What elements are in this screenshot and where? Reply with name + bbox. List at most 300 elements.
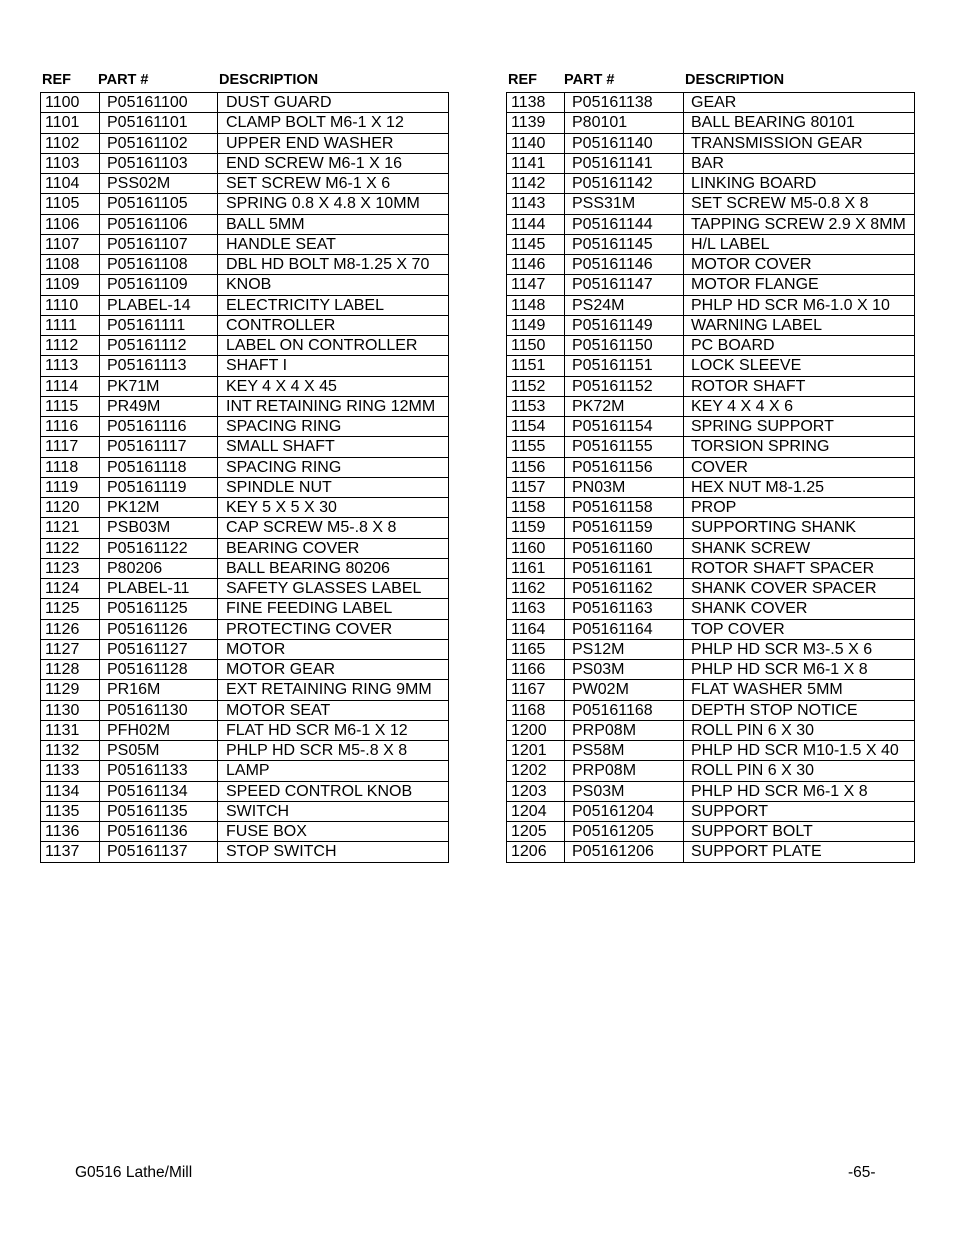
description-cell: KEY 5 X 5 X 30	[218, 498, 449, 518]
table-row	[507, 214, 915, 234]
part-number-cell: P05161112	[100, 336, 218, 356]
part-number-cell: P05161164	[565, 619, 684, 639]
table-row	[41, 538, 449, 558]
part-number-cell: P05161155	[565, 437, 684, 457]
ref-cell: 1107	[41, 234, 100, 254]
part-number-cell: P05161205	[565, 822, 684, 842]
table-row	[41, 842, 449, 862]
ref-cell: 1114	[41, 376, 100, 396]
table-row	[507, 781, 915, 801]
table-row	[41, 234, 449, 254]
table-row	[507, 437, 915, 457]
table-row	[41, 396, 449, 416]
ref-cell: 1203	[507, 781, 565, 801]
ref-cell: 1146	[507, 255, 565, 275]
description-cell: SET SCREW M5-0.8 X 8	[684, 194, 915, 214]
table-row	[507, 194, 915, 214]
description-cell: SUPPORT	[684, 801, 915, 821]
ref-cell: 1119	[41, 477, 100, 497]
description-cell: TOP COVER	[684, 619, 915, 639]
ref-cell: 1105	[41, 194, 100, 214]
part-number-cell: P05161100	[100, 93, 218, 113]
ref-cell: 1124	[41, 579, 100, 599]
part-number-cell: P05161135	[100, 801, 218, 821]
ref-cell: 1132	[41, 741, 100, 761]
description-cell: SPACING RING	[218, 417, 449, 437]
ref-cell: 1115	[41, 396, 100, 416]
table-row	[507, 255, 915, 275]
ref-cell: 1163	[507, 599, 565, 619]
description-cell: DEPTH STOP NOTICE	[684, 700, 915, 720]
description-cell: PHLP HD SCR M6-1 X 8	[684, 660, 915, 680]
ref-cell: 1142	[507, 174, 565, 194]
description-cell: MOTOR GEAR	[218, 660, 449, 680]
table-row	[507, 761, 915, 781]
description-cell: MOTOR	[218, 639, 449, 659]
table-row	[507, 477, 915, 497]
table-row	[507, 538, 915, 558]
table-row	[507, 599, 915, 619]
description-cell: ROTOR SHAFT	[684, 376, 915, 396]
part-column-header: PART #	[564, 72, 615, 88]
ref-cell: 1165	[507, 639, 565, 659]
part-number-cell: P05161103	[100, 153, 218, 173]
table-row	[41, 113, 449, 133]
table-row	[507, 660, 915, 680]
description-cell: PROP	[684, 498, 915, 518]
table-row	[41, 417, 449, 437]
description-column-header: DESCRIPTION	[685, 72, 785, 88]
part-number-cell: P05161130	[100, 700, 218, 720]
description-cell: MOTOR FLANGE	[684, 275, 915, 295]
part-number-cell: P05161150	[565, 336, 684, 356]
table-row	[41, 720, 449, 740]
table-row	[41, 214, 449, 234]
table-row	[41, 579, 449, 599]
ref-cell: 1103	[41, 153, 100, 173]
ref-cell: 1127	[41, 639, 100, 659]
table-row	[41, 376, 449, 396]
ref-cell: 1133	[41, 761, 100, 781]
part-number-cell: P05161127	[100, 639, 218, 659]
part-number-cell: P05161118	[100, 457, 218, 477]
part-number-cell: P05161206	[565, 842, 684, 862]
table-row	[507, 720, 915, 740]
part-number-cell: P05161105	[100, 194, 218, 214]
ref-cell: 1159	[507, 518, 565, 538]
part-number-cell: P05161134	[100, 781, 218, 801]
ref-cell: 1102	[41, 133, 100, 153]
description-cell: SMALL SHAFT	[218, 437, 449, 457]
ref-cell: 1121	[41, 518, 100, 538]
part-number-cell: P80206	[100, 558, 218, 578]
part-number-cell: PRP08M	[565, 720, 684, 740]
description-cell: BALL 5MM	[218, 214, 449, 234]
ref-cell: 1117	[41, 437, 100, 457]
table-row	[507, 174, 915, 194]
ref-cell: 1130	[41, 700, 100, 720]
ref-cell: 1145	[507, 234, 565, 254]
description-cell: MOTOR COVER	[684, 255, 915, 275]
description-cell: PHLP HD SCR M10-1.5 X 40	[684, 741, 915, 761]
ref-cell: 1137	[41, 842, 100, 862]
ref-cell: 1153	[507, 396, 565, 416]
table-row	[41, 356, 449, 376]
description-cell: SUPPORTING SHANK	[684, 518, 915, 538]
part-number-cell: P05161128	[100, 660, 218, 680]
table-row	[41, 437, 449, 457]
description-cell: HANDLE SEAT	[218, 234, 449, 254]
table-row	[41, 619, 449, 639]
description-cell: FLAT HD SCR M6-1 X 12	[218, 720, 449, 740]
part-number-cell: PLABEL-14	[100, 295, 218, 315]
table-row	[507, 396, 915, 416]
part-number-cell: PSB03M	[100, 518, 218, 538]
ref-cell: 1204	[507, 801, 565, 821]
description-cell: FLAT WASHER 5MM	[684, 680, 915, 700]
part-number-cell: PW02M	[565, 680, 684, 700]
part-number-cell: P05161156	[565, 457, 684, 477]
ref-cell: 1202	[507, 761, 565, 781]
part-number-cell: PK72M	[565, 396, 684, 416]
part-number-cell: P05161161	[565, 558, 684, 578]
ref-cell: 1148	[507, 295, 565, 315]
description-cell: KEY 4 X 4 X 45	[218, 376, 449, 396]
description-cell: BEARING COVER	[218, 538, 449, 558]
table-row	[507, 619, 915, 639]
part-number-cell: P05161126	[100, 619, 218, 639]
part-number-cell: P05161160	[565, 538, 684, 558]
ref-cell: 1167	[507, 680, 565, 700]
ref-cell: 1154	[507, 417, 565, 437]
description-cell: UPPER END WASHER	[218, 133, 449, 153]
description-cell: KEY 4 X 4 X 6	[684, 396, 915, 416]
part-number-cell: PSS31M	[565, 194, 684, 214]
description-cell: SWITCH	[218, 801, 449, 821]
ref-cell: 1125	[41, 599, 100, 619]
part-number-cell: PS03M	[565, 781, 684, 801]
description-cell: TRANSMISSION GEAR	[684, 133, 915, 153]
part-number-cell: P05161142	[565, 174, 684, 194]
part-number-cell: PS58M	[565, 741, 684, 761]
part-number-cell: P05161140	[565, 133, 684, 153]
part-number-cell: P05161106	[100, 214, 218, 234]
table-row	[41, 336, 449, 356]
part-number-cell: P05161137	[100, 842, 218, 862]
part-number-cell: P05161154	[565, 417, 684, 437]
ref-cell: 1160	[507, 538, 565, 558]
part-number-cell: P05161122	[100, 538, 218, 558]
table-row	[41, 133, 449, 153]
ref-cell: 1101	[41, 113, 100, 133]
table-row	[41, 174, 449, 194]
ref-cell: 1150	[507, 336, 565, 356]
part-number-cell: P05161151	[565, 356, 684, 376]
table-row	[507, 315, 915, 335]
ref-cell: 1166	[507, 660, 565, 680]
table-row	[41, 457, 449, 477]
description-cell: HEX NUT M8-1.25	[684, 477, 915, 497]
ref-cell: 1164	[507, 619, 565, 639]
table-row	[507, 822, 915, 842]
ref-cell: 1200	[507, 720, 565, 740]
description-cell: FUSE BOX	[218, 822, 449, 842]
part-number-cell: PN03M	[565, 477, 684, 497]
table-row	[507, 234, 915, 254]
ref-cell: 1155	[507, 437, 565, 457]
ref-cell: 1113	[41, 356, 100, 376]
table-row	[41, 275, 449, 295]
ref-cell: 1161	[507, 558, 565, 578]
description-cell: SHAFT I	[218, 356, 449, 376]
table-row	[507, 356, 915, 376]
ref-cell: 1131	[41, 720, 100, 740]
table-row	[507, 417, 915, 437]
table-row	[507, 113, 915, 133]
description-cell: SHANK COVER	[684, 599, 915, 619]
part-number-cell: P80101	[565, 113, 684, 133]
description-cell: LAMP	[218, 761, 449, 781]
description-cell: EXT RETAINING RING 9MM	[218, 680, 449, 700]
right-table-header	[506, 70, 915, 92]
left-parts-column	[40, 70, 449, 863]
table-row	[507, 93, 915, 113]
description-cell: ELECTRICITY LABEL	[218, 295, 449, 315]
description-cell: PC BOARD	[684, 336, 915, 356]
ref-cell: 1100	[41, 93, 100, 113]
table-row	[507, 741, 915, 761]
ref-cell: 1152	[507, 376, 565, 396]
part-number-cell: PSS02M	[100, 174, 218, 194]
part-number-cell: P05161141	[565, 153, 684, 173]
part-number-cell: P05161168	[565, 700, 684, 720]
table-row	[507, 336, 915, 356]
description-cell: PHLP HD SCR M5-.8 X 8	[218, 741, 449, 761]
part-number-cell: PFH02M	[100, 720, 218, 740]
description-cell: BAR	[684, 153, 915, 173]
description-cell: FINE FEEDING LABEL	[218, 599, 449, 619]
table-row	[507, 700, 915, 720]
description-cell: PHLP HD SCR M6-1 X 8	[684, 781, 915, 801]
description-cell: SPINDLE NUT	[218, 477, 449, 497]
part-number-cell: P05161116	[100, 417, 218, 437]
description-cell: SPRING 0.8 X 4.8 X 10MM	[218, 194, 449, 214]
ref-cell: 1162	[507, 579, 565, 599]
ref-cell: 1201	[507, 741, 565, 761]
part-column-header: PART #	[98, 72, 149, 88]
part-number-cell: P05161119	[100, 477, 218, 497]
description-cell: LOCK SLEEVE	[684, 356, 915, 376]
part-number-cell: PK12M	[100, 498, 218, 518]
table-row	[41, 761, 449, 781]
part-number-cell: P05161163	[565, 599, 684, 619]
ref-cell: 1128	[41, 660, 100, 680]
description-cell: INT RETAINING RING 12MM	[218, 396, 449, 416]
description-column-header: DESCRIPTION	[219, 72, 319, 88]
description-cell: WARNING LABEL	[684, 315, 915, 335]
ref-cell: 1141	[507, 153, 565, 173]
ref-cell: 1112	[41, 336, 100, 356]
table-row	[41, 315, 449, 335]
table-row	[41, 477, 449, 497]
description-cell: DBL HD BOLT M8-1.25 X 70	[218, 255, 449, 275]
table-row	[507, 498, 915, 518]
part-number-cell: P05161138	[565, 93, 684, 113]
description-cell: SPACING RING	[218, 457, 449, 477]
description-cell: BALL BEARING 80101	[684, 113, 915, 133]
ref-cell: 1106	[41, 214, 100, 234]
ref-cell: 1205	[507, 822, 565, 842]
description-cell: STOP SWITCH	[218, 842, 449, 862]
page-number: -65-	[848, 1164, 876, 1181]
description-cell: CAP SCREW M5-.8 X 8	[218, 518, 449, 538]
description-cell: ROLL PIN 6 X 30	[684, 720, 915, 740]
description-cell: SET SCREW M6-1 X 6	[218, 174, 449, 194]
ref-cell: 1108	[41, 255, 100, 275]
table-row	[507, 558, 915, 578]
description-cell: BALL BEARING 80206	[218, 558, 449, 578]
manual-title-footer: G0516 Lathe/Mill	[75, 1164, 193, 1181]
part-number-cell: P05161107	[100, 234, 218, 254]
table-row	[507, 133, 915, 153]
part-number-cell: P05161102	[100, 133, 218, 153]
ref-cell: 1151	[507, 356, 565, 376]
description-cell: SUPPORT BOLT	[684, 822, 915, 842]
table-row	[41, 498, 449, 518]
table-row	[507, 801, 915, 821]
ref-cell: 1104	[41, 174, 100, 194]
left-table-header	[40, 70, 449, 92]
part-number-cell: PS12M	[565, 639, 684, 659]
ref-cell: 1168	[507, 700, 565, 720]
ref-cell: 1120	[41, 498, 100, 518]
ref-cell: 1135	[41, 801, 100, 821]
ref-cell: 1118	[41, 457, 100, 477]
ref-cell: 1139	[507, 113, 565, 133]
table-row	[41, 518, 449, 538]
table-row	[507, 842, 915, 862]
description-cell: LINKING BOARD	[684, 174, 915, 194]
description-cell: ROLL PIN 6 X 30	[684, 761, 915, 781]
table-row	[507, 680, 915, 700]
table-row	[507, 275, 915, 295]
part-number-cell: PS05M	[100, 741, 218, 761]
ref-cell: 1111	[41, 315, 100, 335]
description-cell: SHANK COVER SPACER	[684, 579, 915, 599]
part-number-cell: PRP08M	[565, 761, 684, 781]
left-parts-table	[40, 92, 449, 863]
description-cell: SPRING SUPPORT	[684, 417, 915, 437]
part-number-cell: P05161101	[100, 113, 218, 133]
right-parts-column	[506, 70, 915, 863]
part-number-cell: PR16M	[100, 680, 218, 700]
description-cell: ROTOR SHAFT SPACER	[684, 558, 915, 578]
table-row	[41, 680, 449, 700]
table-row	[41, 255, 449, 275]
part-number-cell: PLABEL-11	[100, 579, 218, 599]
ref-cell: 1129	[41, 680, 100, 700]
description-cell: TAPPING SCREW 2.9 X 8MM	[684, 214, 915, 234]
part-number-cell: PR49M	[100, 396, 218, 416]
description-cell: TORSION SPRING	[684, 437, 915, 457]
ref-cell: 1144	[507, 214, 565, 234]
ref-cell: 1138	[507, 93, 565, 113]
ref-column-header: REF	[508, 72, 537, 88]
table-row	[507, 457, 915, 477]
table-row	[507, 639, 915, 659]
table-row	[507, 579, 915, 599]
ref-cell: 1110	[41, 295, 100, 315]
table-row	[41, 599, 449, 619]
part-number-cell: P05161159	[565, 518, 684, 538]
table-row	[41, 639, 449, 659]
part-number-cell: P05161113	[100, 356, 218, 376]
description-cell: PHLP HD SCR M6-1.0 X 10	[684, 295, 915, 315]
description-cell: CLAMP BOLT M6-1 X 12	[218, 113, 449, 133]
part-number-cell: P05161109	[100, 275, 218, 295]
table-row	[41, 153, 449, 173]
part-number-cell: PK71M	[100, 376, 218, 396]
ref-column-header: REF	[42, 72, 71, 88]
table-row	[41, 660, 449, 680]
description-cell: LABEL ON CONTROLLER	[218, 336, 449, 356]
part-number-cell: P05161136	[100, 822, 218, 842]
description-cell: DUST GUARD	[218, 93, 449, 113]
table-row	[507, 518, 915, 538]
ref-cell: 1147	[507, 275, 565, 295]
ref-cell: 1140	[507, 133, 565, 153]
part-number-cell: P05161146	[565, 255, 684, 275]
description-cell: MOTOR SEAT	[218, 700, 449, 720]
ref-cell: 1149	[507, 315, 565, 335]
ref-cell: 1126	[41, 619, 100, 639]
part-number-cell: P05161158	[565, 498, 684, 518]
part-number-cell: P05161108	[100, 255, 218, 275]
description-cell: COVER	[684, 457, 915, 477]
part-number-cell: P05161144	[565, 214, 684, 234]
ref-cell: 1109	[41, 275, 100, 295]
table-row	[41, 700, 449, 720]
ref-cell: 1157	[507, 477, 565, 497]
part-number-cell: P05161204	[565, 801, 684, 821]
table-row	[507, 153, 915, 173]
table-row	[41, 822, 449, 842]
ref-cell: 1156	[507, 457, 565, 477]
description-cell: PHLP HD SCR M3-.5 X 6	[684, 639, 915, 659]
part-number-cell: P05161147	[565, 275, 684, 295]
ref-cell: 1158	[507, 498, 565, 518]
part-number-cell: P05161149	[565, 315, 684, 335]
ref-cell: 1134	[41, 781, 100, 801]
description-cell: PROTECTING COVER	[218, 619, 449, 639]
description-cell: SUPPORT PLATE	[684, 842, 915, 862]
ref-cell: 1122	[41, 538, 100, 558]
ref-cell: 1116	[41, 417, 100, 437]
part-number-cell: PS24M	[565, 295, 684, 315]
description-cell: SHANK SCREW	[684, 538, 915, 558]
part-number-cell: P05161125	[100, 599, 218, 619]
part-number-cell: P05161117	[100, 437, 218, 457]
part-number-cell: PS03M	[565, 660, 684, 680]
description-cell: END SCREW M6-1 X 16	[218, 153, 449, 173]
right-parts-table	[506, 92, 915, 863]
part-number-cell: P05161152	[565, 376, 684, 396]
table-row	[507, 376, 915, 396]
description-cell: H/L LABEL	[684, 234, 915, 254]
description-cell: GEAR	[684, 93, 915, 113]
description-cell: SPEED CONTROL KNOB	[218, 781, 449, 801]
description-cell: KNOB	[218, 275, 449, 295]
